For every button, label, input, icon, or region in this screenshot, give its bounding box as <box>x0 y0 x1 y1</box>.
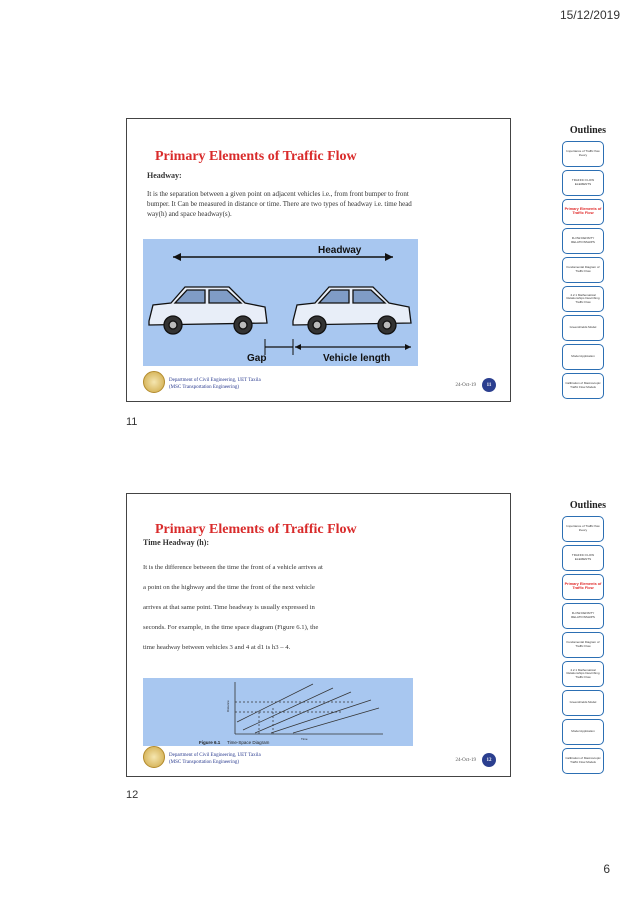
outline-sidebar <box>542 494 612 776</box>
outline-item[interactable]: FLOW-DENSITY RELATIONSHIPS <box>562 603 604 629</box>
slide-body: It is the difference between the time the front of a vehicle arrives at a point on the highway and the time the front of the next vehicle arrives at that same point. Time headway is usually expressed in seconds. For example, in the time space diagram (Figure 6.1), the time headway between vehicles 3 and 4 at d1 is h3 – 4. <box>143 564 323 651</box>
slide-title: Primary Elements of Traffic Flow <box>155 522 357 537</box>
outline-sidebar <box>542 119 612 401</box>
outline-item[interactable]: Calibration of Macroscopic Traffic Flow Models <box>562 748 604 774</box>
gap-label: Gap <box>247 353 267 364</box>
axis-label-x: Time <box>301 737 308 741</box>
university-logo-icon <box>143 746 165 768</box>
outline-item[interactable]: Greenshields Model <box>562 690 604 716</box>
university-logo-icon <box>143 371 165 393</box>
slide-11 <box>126 118 606 402</box>
outline-item-active[interactable]: Primary Elements of Traffic Flow <box>562 574 604 600</box>
outline-item[interactable]: 4.2.1 Mathematical Relationships Describing Traffic Flow <box>562 661 604 687</box>
outline-item[interactable]: TRAFFIC FLOW ELEMENTS <box>562 545 604 571</box>
outline-item[interactable]: Importance of Traffic flow theory <box>562 141 604 167</box>
outline-item-active[interactable]: Primary Elements of Traffic Flow <box>562 199 604 225</box>
outline-item[interactable]: Calibration of Macroscopic Traffic Flow Models <box>562 373 604 399</box>
footer-date: 24-Oct-19 <box>455 758 476 763</box>
slide-heading: Headway: <box>147 171 182 180</box>
headway-diagram <box>143 239 418 366</box>
outline-item[interactable]: Fundamental Diagram of Traffic Flow <box>562 257 604 283</box>
time-space-diagram <box>143 678 413 746</box>
footer-department: Department of Civil Engineering, UET Taxila (MSC Transportation Engineering) <box>169 378 261 390</box>
outline-list <box>562 141 608 402</box>
slide-title: Primary Elements of Traffic Flow <box>155 149 357 164</box>
slide-label: 12 <box>126 789 139 801</box>
headway-label: Headway <box>318 245 362 256</box>
slide-body: It is the separation between a given point on adjacent vehicles i.e., from front bumper to front bumper. It Can be measured in distance or time. There are two types of headway i.e. time head way(h) and space headway(s). <box>147 190 412 218</box>
axis-label-y: Distance <box>226 700 230 712</box>
outline-item[interactable]: FLOW-DENSITY RELATIONSHIPS <box>562 228 604 254</box>
page-number: 6 <box>603 862 610 876</box>
footer-department: Department of Civil Engineering, UET Taxila (MSC Transportation Engineering) <box>169 753 261 765</box>
outline-item[interactable]: Model Application <box>562 719 604 745</box>
vehicle-length-label: Vehicle length <box>323 353 391 364</box>
figure-caption: Time-Space Diagram <box>227 740 270 745</box>
outline-list <box>562 516 608 777</box>
slide-heading: Time Headway (h): <box>143 538 210 547</box>
figure-caption-bold: Figure 6.1 <box>199 740 221 745</box>
outline-item[interactable]: Fundamental Diagram of Traffic Flow <box>562 632 604 658</box>
slide-12 <box>126 493 606 777</box>
outline-item[interactable]: TRAFFIC FLOW ELEMENTS <box>562 170 604 196</box>
outlines-title: Outlines <box>569 125 606 136</box>
footer-date: 24-Oct-19 <box>455 383 476 388</box>
outline-item[interactable]: Importance of Traffic flow theory <box>562 516 604 542</box>
outline-item[interactable]: Model Application <box>562 344 604 370</box>
slide-number-badge: 11 <box>482 378 496 392</box>
outline-item[interactable]: Greenshields Model <box>562 315 604 341</box>
outlines-title: Outlines <box>569 500 606 511</box>
slide-number-badge: 12 <box>482 753 496 767</box>
slide-label: 11 <box>126 416 138 428</box>
outline-item[interactable]: 4.2.1 Mathematical Relationships Describing Traffic Flow <box>562 286 604 312</box>
document-date: 15/12/2019 <box>559 8 620 22</box>
